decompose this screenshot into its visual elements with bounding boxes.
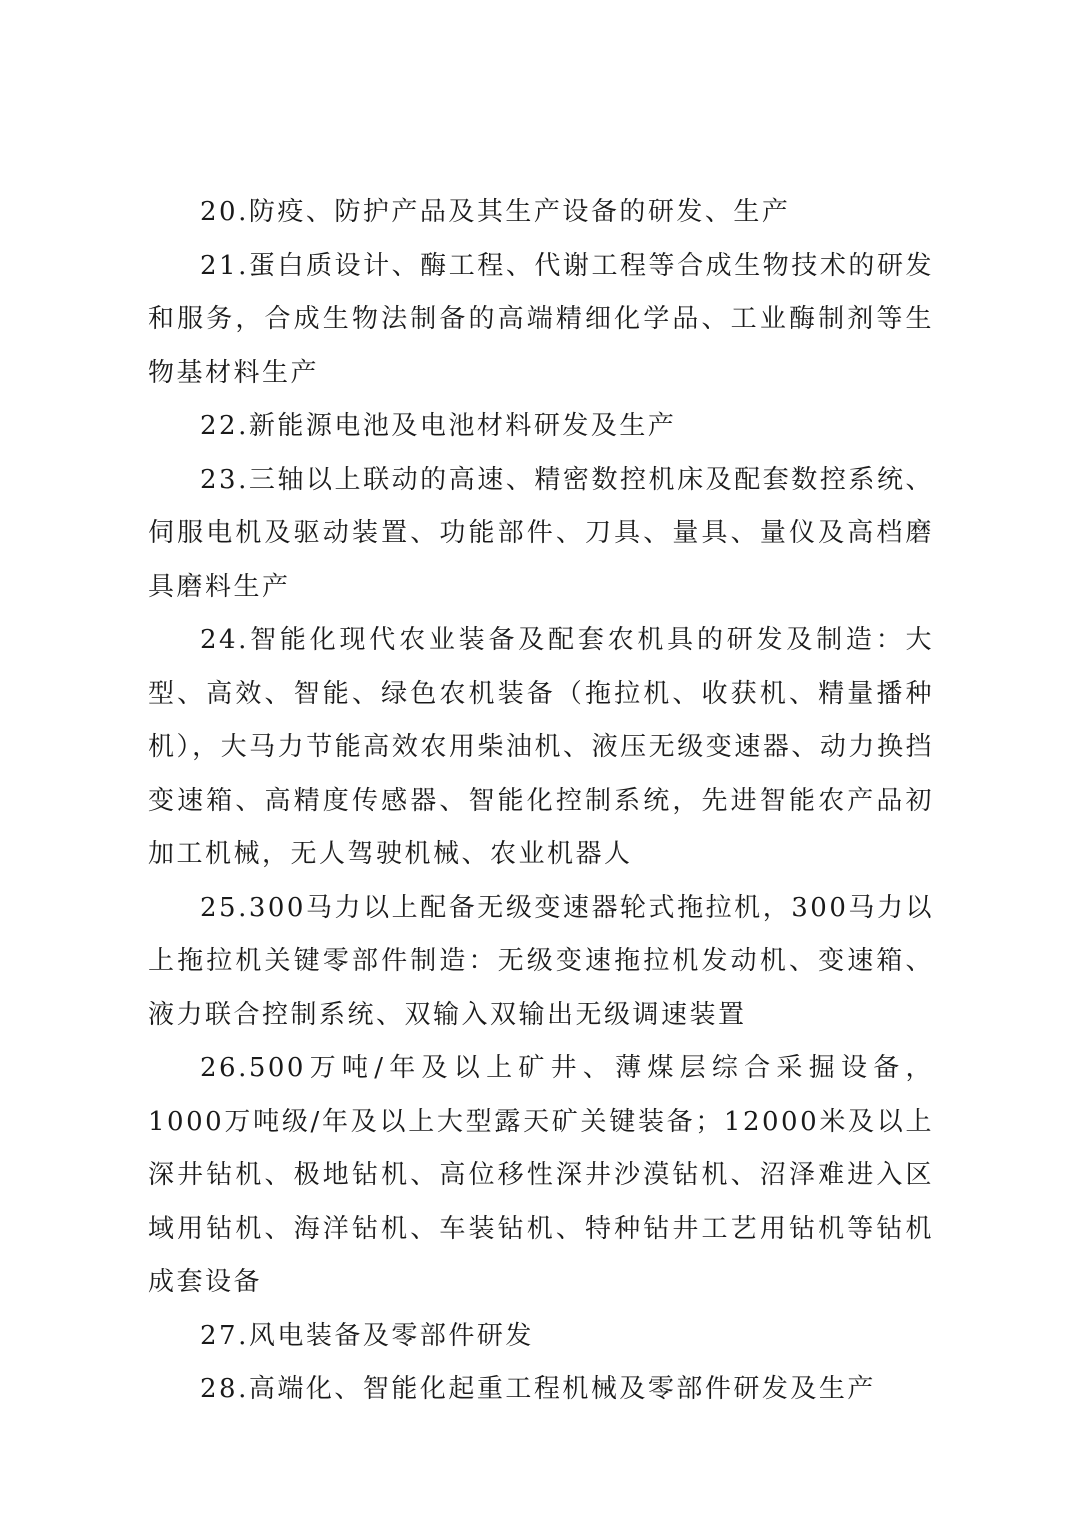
list-item-23: 23.三轴以上联动的高速、精密数控机床及配套数控系统、伺服电机及驱动装置、功能部件、刀具、量具、量仪及高档磨具磨料生产 [148, 464, 934, 602]
list-item-26: 26.500万吨/年及以上矿井、薄煤层综合采掘设备，1000万吨级/年及以上大型露天矿关键装备；12000米及以上深井钻机、极地钻机、高位移性深井沙漠钻机、沼泽难进入区域用钻机、海洋钻机、车装钻机、特种钻井工艺用钻机等钻机成套设备 [148, 1053, 934, 1297]
list-item-24: 24.智能化现代农业装备及配套农机具的研发及制造：大型、高效、智能、绿色农机装备（拖拉机、收获机、精量播种机），大马力节能高效农用柴油机、液压无级变速器、动力换挡变速箱、高精度传感器、智能化控制系统，先进智能农产品初加工机械，无人驾驶机械、农业机器人 [148, 625, 934, 869]
list-item-28: 28.高端化、智能化起重工程机械及零部件研发及生产 [200, 1374, 876, 1404]
document-body [148, 186, 934, 1417]
list-item-21: 21.蛋白质设计、酶工程、代谢工程等合成生物技术的研发和服务，合成生物法制备的高端精细化学品、工业酶制剂等生物基材料生产 [148, 250, 934, 388]
list-item-25: 25.300马力以上配备无级变速器轮式拖拉机，300马力以上拖拉机关键零部件制造：无级变速拖拉机发动机、变速箱、液力联合控制系统、双输入双输出无级调速装置 [148, 892, 934, 1030]
list-item-27: 27.风电装备及零部件研发 [200, 1320, 534, 1351]
list-item-22: 22.新能源电池及电池材料研发及生产 [200, 411, 677, 441]
list-item-20: 20.防疫、防护产品及其生产设备的研发、生产 [200, 197, 791, 227]
